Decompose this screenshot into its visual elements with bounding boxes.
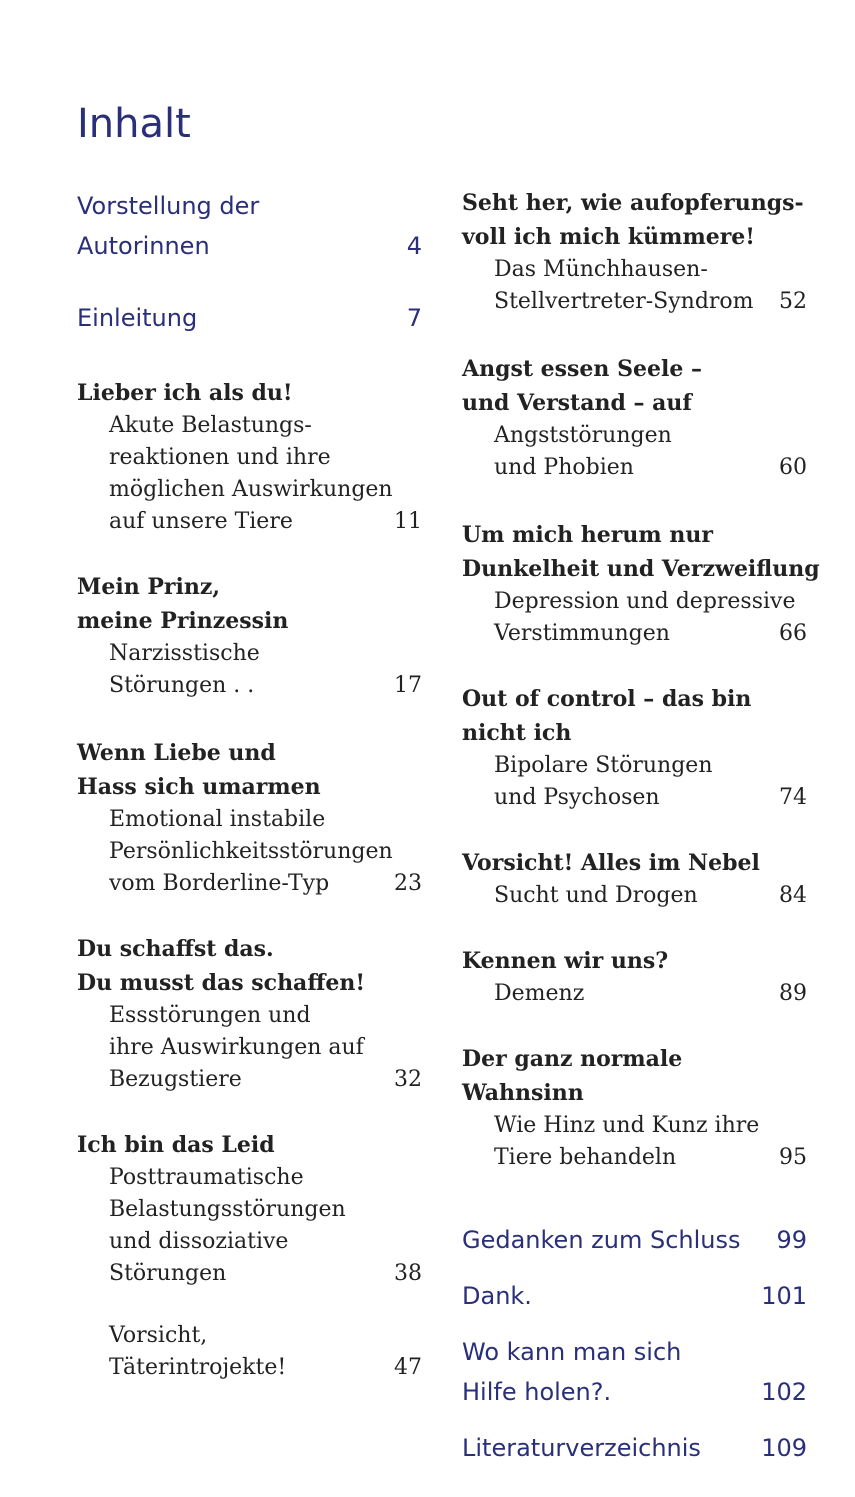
chapter-subtitle-text: Störungen: [109, 1261, 227, 1286]
page-number: 23: [394, 871, 422, 896]
chapter-subtitle: [77, 638, 422, 670]
toc-entry-line: [77, 298, 422, 338]
chapter-subtitle-text: Tiere behandeln: [494, 1145, 677, 1170]
chapter-subtitle: [77, 1064, 422, 1096]
chapter-subtitle-text: und dissoziative: [109, 1229, 289, 1254]
chapter-subtitle: [77, 804, 422, 836]
page-number: 52: [779, 289, 807, 314]
toc-entry[interactable]: [462, 352, 807, 484]
chapter-subtitle: [77, 1258, 422, 1290]
toc-entry[interactable]: [77, 298, 422, 338]
chapter-subtitle-text: Essstörungen und: [109, 1003, 311, 1028]
chapter-title: Wahnsinn: [462, 1080, 584, 1106]
page-number: 101: [761, 1282, 807, 1310]
toc-entry-line: [77, 226, 422, 266]
chapter-subtitle: [462, 586, 807, 618]
toc-entry[interactable]: [462, 1220, 807, 1260]
chapter-title: Der ganz normale: [462, 1046, 683, 1072]
chapter-subtitle: [462, 420, 807, 452]
page-number: 7: [406, 304, 422, 332]
chapter-title: voll ich mich kümmere!: [462, 224, 755, 250]
chapter-title: Angst essen Seele –: [462, 356, 702, 382]
page-number: 47: [394, 1355, 422, 1380]
chapter-subtitle-text: Stellvertreter-Syndrom: [494, 289, 754, 314]
chapter-title: Seht her, wie aufopferungs-: [462, 190, 804, 216]
chapter-subtitle-text: ihre Auswirkungen auf: [109, 1035, 364, 1060]
toc-entry[interactable]: [77, 186, 422, 266]
toc-entry-line: [462, 1332, 807, 1372]
toc-entry[interactable]: [77, 376, 422, 538]
page-number: 66: [779, 621, 807, 646]
page-number: 99: [776, 1226, 807, 1254]
chapter-subtitle-text: Akute Belastungs-: [109, 413, 312, 438]
toc-entry[interactable]: [462, 944, 807, 1010]
chapter-subtitle: [77, 474, 422, 506]
toc-entry-title: Vorstellung der: [77, 192, 260, 220]
chapter-subtitle: [462, 618, 807, 650]
chapter-subtitle: [77, 1320, 422, 1352]
chapter-subtitle-text: Wie Hinz und Kunz ihre: [494, 1113, 760, 1138]
chapter-subtitle-text: Täterintrojekte!: [109, 1355, 287, 1380]
chapter-subtitle: [462, 286, 807, 318]
chapter-subtitle-text: Angststörungen: [494, 423, 672, 448]
chapter-title: Hass sich umarmen: [77, 774, 321, 800]
toc-entry[interactable]: [462, 1332, 807, 1412]
page-number: 11: [394, 509, 422, 534]
chapter-title: und Verstand – auf: [462, 390, 692, 416]
chapter-title: Lieber ich als du!: [77, 380, 293, 406]
page-number: 95: [779, 1145, 807, 1170]
page-title: Inhalt: [77, 101, 191, 147]
chapter-title: Du musst das schaffen!: [77, 970, 366, 996]
toc-entry[interactable]: [462, 1428, 807, 1468]
chapter-title: Wenn Liebe und: [77, 740, 276, 766]
chapter-subtitle-text: Emotional instabile: [109, 807, 326, 832]
toc-entry-line: [462, 1276, 807, 1316]
toc-entry[interactable]: [77, 1320, 422, 1384]
chapter-subtitle: [462, 782, 807, 814]
chapter-subtitle: [77, 1352, 422, 1384]
chapter-subtitle: [77, 1194, 422, 1226]
chapter-subtitle-text: Demenz: [494, 981, 585, 1006]
chapter-subtitle-text: Depression und depressive: [494, 589, 796, 614]
chapter-subtitle-text: Persönlichkeitsstörungen: [109, 839, 393, 864]
chapter-subtitle-text: Posttraumatische: [109, 1165, 304, 1190]
chapter-subtitle: [77, 1226, 422, 1258]
chapter-subtitle: [77, 670, 422, 702]
chapter-subtitle: [77, 506, 422, 538]
toc-entry-line: [462, 1428, 807, 1468]
chapter-subtitle-text: Belastungsstörungen: [109, 1197, 346, 1222]
toc-entry[interactable]: [77, 736, 422, 900]
page-number: 4: [406, 232, 422, 260]
chapter-subtitle-text: Bezugstiere: [109, 1067, 242, 1092]
chapter-subtitle-text: Bipolare Störungen: [494, 753, 713, 778]
toc-entry-title: Gedanken zum Schluss: [462, 1226, 741, 1254]
chapter-subtitle: [462, 750, 807, 782]
chapter-subtitle: [462, 1110, 807, 1142]
page-number: 102: [761, 1378, 807, 1406]
chapter-subtitle: [462, 254, 807, 286]
toc-entry[interactable]: [462, 1042, 807, 1174]
chapter-title: Ich bin das Leid: [77, 1132, 275, 1158]
chapter-subtitle: [77, 410, 422, 442]
chapter-subtitle: [77, 1000, 422, 1032]
toc-entry[interactable]: [462, 186, 807, 318]
toc-entry-title: Wo kann man sich: [462, 1338, 682, 1366]
chapter-subtitle-text: auf unsere Tiere: [109, 509, 293, 534]
chapter-subtitle: [77, 442, 422, 474]
toc-entry-title: Autorinnen: [77, 232, 210, 260]
toc-entry-line: [462, 1372, 807, 1412]
page-number: 38: [394, 1261, 422, 1286]
chapter-subtitle: [77, 868, 422, 900]
chapter-subtitle: [462, 452, 807, 484]
toc-entry-line: [462, 1220, 807, 1260]
toc-entry[interactable]: [462, 682, 807, 814]
chapter-subtitle-text: und Phobien: [494, 455, 634, 480]
chapter-subtitle-text: Sucht und Drogen: [494, 883, 698, 908]
toc-entry-title: Literaturverzeichnis: [462, 1434, 701, 1462]
page-number: 17: [394, 673, 422, 698]
chapter-subtitle-text: vom Borderline-Typ: [109, 871, 330, 896]
toc-entry-title: Hilfe holen?.: [462, 1378, 612, 1406]
chapter-subtitle-text: Verstimmungen: [494, 621, 670, 646]
chapter-title: Mein Prinz,: [77, 574, 220, 600]
chapter-subtitle-text: möglichen Auswirkungen: [109, 477, 393, 502]
chapter-subtitle-text: Störungen . .: [109, 673, 255, 698]
page-number: 74: [779, 785, 807, 810]
chapter-subtitle-text: Das Münchhausen-: [494, 257, 708, 282]
chapter-subtitle: [462, 978, 807, 1010]
chapter-title: Dunkelheit und Verzweiflung: [462, 556, 820, 582]
toc-entry[interactable]: [77, 570, 422, 702]
chapter-subtitle: [77, 1162, 422, 1194]
page-number: 84: [779, 883, 807, 908]
chapter-subtitle-text: und Psychosen: [494, 785, 660, 810]
chapter-subtitle-text: Vorsicht,: [109, 1323, 208, 1348]
page-number: 89: [779, 981, 807, 1006]
toc-entry-line: [77, 186, 422, 226]
chapter-title: Du schaffst das.: [77, 936, 274, 962]
chapter-title: Out of control – das bin: [462, 686, 752, 712]
toc-entry[interactable]: [462, 518, 820, 650]
toc-entry[interactable]: [462, 846, 807, 912]
chapter-title: Vorsicht! Alles im Nebel: [462, 850, 760, 876]
chapter-subtitle-text: Narzisstische: [109, 641, 260, 666]
toc-entry-title: Dank.: [462, 1282, 532, 1310]
page-number: 32: [394, 1067, 422, 1092]
toc-entry[interactable]: [77, 1128, 422, 1290]
toc-entry[interactable]: [462, 1276, 807, 1316]
chapter-title: nicht ich: [462, 720, 572, 746]
chapter-title: Um mich herum nur: [462, 522, 713, 548]
chapter-subtitle: [77, 1032, 422, 1064]
chapter-subtitle: [462, 1142, 807, 1174]
page-number: 60: [779, 455, 807, 480]
toc-entry-title: Einleitung: [77, 304, 198, 332]
chapter-subtitle: [462, 880, 807, 912]
page-number: 109: [761, 1434, 807, 1462]
chapter-title: Kennen wir uns?: [462, 948, 669, 974]
chapter-subtitle: [77, 836, 422, 868]
toc-entry[interactable]: [77, 932, 422, 1096]
chapter-title: meine Prinzessin: [77, 608, 289, 634]
chapter-subtitle-text: reaktionen und ihre: [109, 445, 331, 470]
